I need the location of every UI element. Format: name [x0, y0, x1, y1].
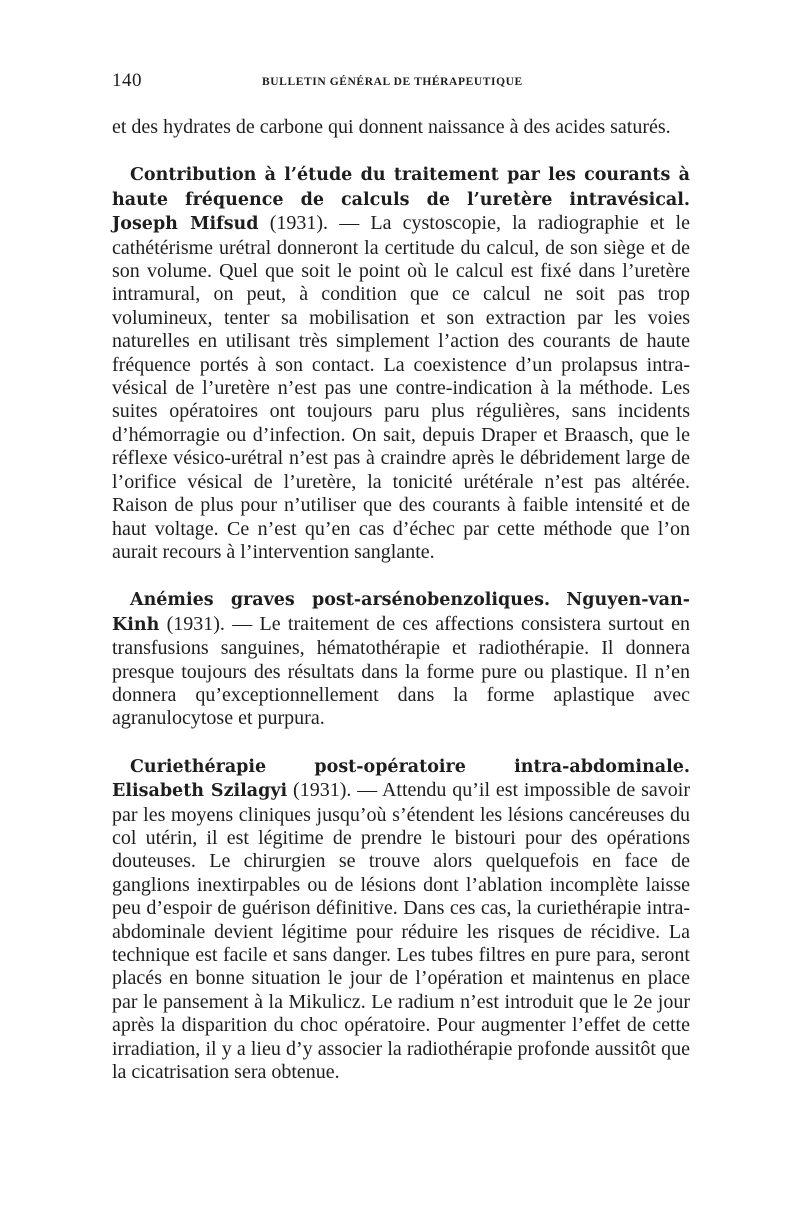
- entry-title: Contribution à l’étude du traitement par les courants à haute fréquence de calculs de l’uretère intravésical.: [112, 165, 690, 210]
- entry-year: (1931).: [166, 612, 225, 635]
- page-number: 140: [112, 70, 142, 91]
- abstract-entry-2: [112, 588, 690, 730]
- abstract-entry-3: [112, 755, 690, 1085]
- intro-paragraph: et des hydrates de carbone qui donnent naissance à des acides saturés.: [112, 116, 671, 138]
- entry-year: (1931).: [269, 212, 329, 235]
- page-header: [112, 70, 690, 98]
- entry-text: — Attendu qu’il est impossible de savoir par les moyens cliniques jusqu’où s’étendent les lésions cancéreuses du col utérin, il est légitime de prendre le bistouri pour des opérations douteuses. Le chirurgien se trouve alors quelquefois en face de ganglions inextirpables ou de lésions dont l’ablation incomplète laisse peu d’espoir de guérison définitive. Dans ces cas, la curiethérapie intra-abdominale devient légitime pour réduire les risques de récidive. La technique est facile et sans danger. Les tubes filtres en pure para, seront placés en bonne situation le jour de l’opération et maintenus en place par le pansement à la Mikulicz. Le radium n’est introduit que le 2e jour après la disparition du choc opératoire. Pour augmenter l’effet de cette irradiation, il y a lieu d’y associer la radiothérapie profonde aussitôt que la cicatrisation sera obtenue.: [112, 779, 691, 1084]
- entry-year: (1931).: [293, 779, 352, 802]
- entry-author: Joseph Mifsud: [112, 214, 259, 235]
- abstract-entry-1: [112, 163, 690, 564]
- page-body: [112, 116, 690, 1108]
- entry-title: Anémies graves post-arsénobenzoliques.: [130, 590, 551, 611]
- entry-author: Elisabeth Szilagyi: [112, 781, 288, 802]
- entry-text: — La cystoscopie, la radiographie et le cathétérisme urétral donneront la certitude du calcul, de son siège et de son volume. Quel que soit le point où le calcul est fixé dans l’uretère intramural, on peut, à condition que ce calcul ne soit pas trop volumineux, tenter sa mobilisation et son extraction par les voies naturelles en utilisant très simplement l’action des courants de haute fréquence portés à son contact. La coexistence d’un prolapsus intra-vésical de l’uretère n’est pas une contre-indication à la méthode. Les suites opératoires ont toujours paru plus régulières, sans incidents d’hémorragie ou d’infection. On sait, depuis Draper et Braasch, que le réflexe vésico-urétral n’est pas à craindre après le débridement large de l’orifice vésical de l’uretère, la tonicité urétérale n’est pas altérée. Raison de plus pour n’utiliser que des courants à faible intensité et de haut voltage. Ce n’est qu’en cas d’échec par cette méthode que l’on aurait recours à l’intervention sanglante.: [112, 212, 690, 563]
- entry-title: Curiethérapie post-opératoire intra-abdominale.: [130, 756, 690, 777]
- running-title: BULLETIN GÉNÉRAL DE THÉRAPEUTIQUE: [262, 76, 523, 88]
- entry-author: Nguyen-van-Kinh: [112, 590, 691, 635]
- entry-text: — Le traitement de ces affections consistera surtout en transfusions sanguines, hématothérapie et radiothérapie. Il donnera presque toujours des résultats dans la forme pure ou plastique. Il n’en donnera qu’exceptionnellement dans la forme aplastique avec agranulocytose et purpura.: [112, 612, 691, 730]
